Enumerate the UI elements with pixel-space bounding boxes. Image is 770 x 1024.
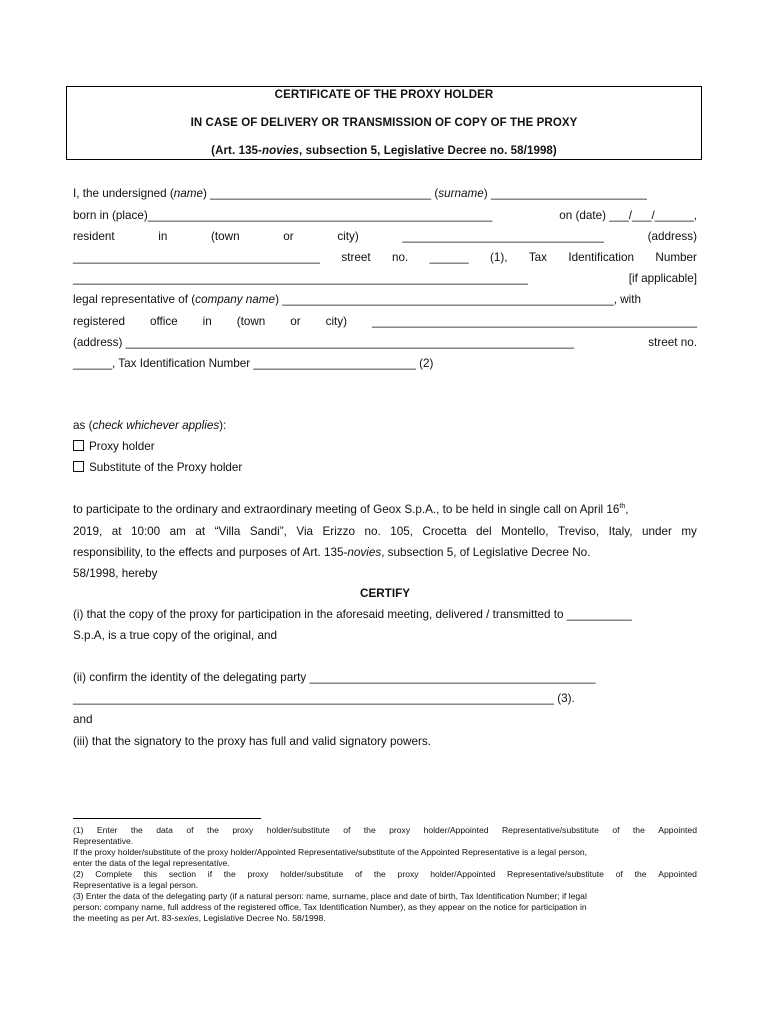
label-surname: surname: [438, 187, 484, 200]
footnote-text: the meeting as per Art. 83-: [73, 913, 175, 923]
word: “Villa: [214, 525, 241, 538]
word: Identification: [568, 251, 635, 264]
word: Number: [655, 251, 697, 264]
field-street-number[interactable]: ______: [429, 251, 469, 264]
word: 2019,: [73, 525, 103, 538]
footnote-3-line: person: company name, full address of the registered office, Tax Identification Number), as they appear on the notice for participation in: [73, 902, 587, 912]
capacity-intro-italic: check whichever applies: [92, 419, 220, 432]
word: am: [169, 525, 186, 538]
word: holder/substitute: [280, 869, 344, 879]
word: my: [681, 525, 697, 538]
word: (town: [211, 230, 240, 243]
label-company-name: company name: [195, 293, 276, 306]
word: Montello,: [501, 525, 549, 538]
footnote-3-line: (3) Enter the data of the delegating party (if a natural person: name, surname, place and date of birth, Tax Identification Number; if legal: [73, 891, 587, 901]
label-if-applicable: [if applicable]: [628, 272, 697, 285]
footnote-2-line: [73, 869, 697, 880]
certification-ii-text-cont[interactable]: __________________________________________________________________________ (3).: [73, 692, 575, 705]
word: the: [363, 825, 376, 835]
word: holder/substitute: [266, 825, 330, 835]
field-residence-city[interactable]: _______________________________: [402, 230, 604, 243]
certification-ii-text[interactable]: (ii) confirm the identity of the delegating party ____________________________________________: [73, 671, 596, 684]
paragraph-text: , subsection 5, of Legislative Decree No.: [381, 546, 591, 559]
word: (town: [236, 315, 266, 328]
form-line-street[interactable]: [73, 251, 697, 265]
word: at: [195, 525, 206, 538]
word: Tax: [528, 251, 548, 264]
form-line-tax-id[interactable]: [73, 272, 697, 286]
word: proxy: [247, 869, 269, 879]
paragraph-text: to participate to the ordinary and extraordinary meeting of Geox S.p.A., to be held in single call on April 16: [73, 503, 620, 516]
label-legal-representative: legal representative of (: [73, 293, 196, 306]
word: 105,: [390, 525, 413, 538]
label-undersigned: I, the undersigned (: [73, 187, 174, 200]
document-title: CERTIFICATE OF THE PROXY HOLDER: [274, 89, 494, 101]
paragraph-italic: novies: [347, 546, 382, 559]
word: Erizzo: [322, 525, 355, 538]
legal-reference-prefix: (Art. 135-: [211, 145, 262, 157]
and-text: and: [73, 713, 93, 726]
option-proxy-holder[interactable]: [73, 440, 697, 454]
checkbox-proxy-holder[interactable]: [73, 440, 84, 451]
word: the: [130, 825, 143, 835]
word: Crocetta: [422, 525, 467, 538]
footnote-3-line: [73, 913, 697, 924]
word: or: [290, 315, 301, 328]
word: of: [615, 869, 623, 879]
option-proxy-holder-label: Proxy holder: [89, 440, 155, 453]
certification-i-text[interactable]: (i) that the copy of the proxy for participation in the aforesaid meeting, delivered / transmitted to __________: [73, 608, 632, 621]
word: Italy,: [608, 525, 633, 538]
form-line-legal-rep[interactable]: [73, 293, 697, 307]
superscript: th: [619, 503, 626, 511]
word: proxy: [232, 825, 254, 835]
field-name-blank[interactable]: ) __________________________________ (: [202, 187, 439, 200]
word: of: [343, 825, 351, 835]
capacity-intro: [73, 419, 697, 433]
certify-heading: CERTIFY: [360, 587, 410, 600]
option-substitute-label: Substitute of the Proxy holder: [89, 461, 243, 474]
word: registered: [73, 315, 125, 328]
certification-i-text-cont: S.p.A, is a true copy of the original, and: [73, 629, 278, 642]
word: resident: [73, 230, 115, 243]
paragraph-text: responsibility, to the effects and purposes of Art. 135-: [73, 546, 348, 559]
word: Enter: [96, 825, 118, 835]
field-tax-id[interactable]: ______________________________________________________________________: [73, 272, 529, 285]
word: proxy: [397, 869, 419, 879]
word: Representative/substitute: [506, 869, 604, 879]
word: of: [186, 825, 194, 835]
word: office: [149, 315, 178, 328]
field-birth-place[interactable]: born in (place)_____________________________________________________: [73, 209, 493, 222]
word: this: [143, 869, 158, 879]
paragraph-line: [73, 546, 697, 560]
certification-iii: (iii) that the signatory to the proxy has full and valid signatory powers.: [73, 735, 431, 748]
word: in: [202, 315, 212, 328]
word: in: [158, 230, 168, 243]
word: Treviso,: [558, 525, 600, 538]
word: proxy: [389, 825, 411, 835]
paragraph-line: [73, 567, 697, 581]
field-surname-blank[interactable]: ) ________________________: [483, 187, 647, 200]
word: (2): [73, 869, 84, 879]
certification-i[interactable]: [73, 608, 697, 622]
certification-ii[interactable]: [73, 671, 697, 685]
word: under: [641, 525, 672, 538]
word: city): [325, 315, 348, 328]
word: 10:00: [130, 525, 161, 538]
word: if: [207, 869, 213, 879]
word: Via: [296, 525, 314, 538]
field-company-name[interactable]: ) ___________________________________________________, with: [275, 293, 641, 306]
field-residence-address[interactable]: ______________________________________: [73, 251, 321, 264]
certification-i-cont: [73, 629, 697, 643]
field-birth-date[interactable]: on (date) ___/___/______,: [559, 209, 697, 222]
certification-ii-cont[interactable]: [73, 692, 697, 706]
word: the: [223, 869, 236, 879]
footnote-2-line: Representative is a legal person.: [73, 880, 199, 890]
label-street-no: street no.: [648, 336, 697, 349]
word: city): [337, 230, 359, 243]
form-line-registered-office[interactable]: [73, 315, 697, 329]
word: of: [354, 869, 363, 879]
legal-reference-italic: novies: [262, 145, 300, 157]
word: holder/Appointed: [423, 825, 489, 835]
word: no.: [391, 251, 409, 264]
checkbox-substitute-proxy-holder[interactable]: [73, 461, 84, 472]
option-substitute-proxy-holder[interactable]: [73, 461, 697, 475]
paragraph-line: [73, 525, 697, 539]
capacity-intro-a: as (: [73, 419, 93, 432]
word: the: [373, 869, 386, 879]
word: Complete: [95, 869, 133, 879]
word: the: [206, 825, 219, 835]
paragraph-text: 58/1998, hereby: [73, 567, 158, 580]
form-line-residence[interactable]: [73, 230, 697, 244]
footnote-text: , Legislative Decree No. 58/1998.: [198, 913, 326, 923]
word: at: [111, 525, 122, 538]
word: Appointed: [658, 825, 697, 835]
word: the: [632, 825, 645, 835]
label-name: name: [173, 187, 203, 200]
footnote-1-line: Representative.: [73, 836, 134, 846]
footnote-1-line: If the proxy holder/substitute of the proxy holder/Appointed Representative/substitute of the Appointed Representative is a legal person,: [73, 847, 588, 857]
footnote-1-line: [73, 825, 697, 836]
legal-reference: [67, 145, 701, 157]
word: (1),: [489, 251, 508, 264]
capacity-intro-b: ):: [219, 419, 227, 432]
word: Sandi”,: [249, 525, 287, 538]
word: or: [283, 230, 294, 243]
field-office-address[interactable]: (address) _____________________________________________________________________: [73, 336, 575, 349]
word: holder/Appointed: [430, 869, 496, 879]
word: no.: [364, 525, 381, 538]
word: Representative/substitute: [501, 825, 599, 835]
word: street: [341, 251, 371, 264]
form-line-office-address[interactable]: [73, 336, 697, 350]
legal-reference-suffix: , subsection 5, Legislative Decree no. 58/1998): [299, 145, 557, 157]
field-company-tax-id[interactable]: ______, Tax Identification Number _________________________ (2): [73, 357, 434, 370]
word: Appointed: [658, 869, 697, 879]
field-office-city[interactable]: __________________________________________________: [371, 315, 697, 328]
form-line-birth[interactable]: [73, 209, 697, 223]
footnote-italic: sexies: [174, 913, 199, 923]
header-box: [66, 86, 702, 160]
form-line-company-tax-id[interactable]: [73, 357, 697, 371]
word: (1): [73, 825, 84, 835]
form-line-name[interactable]: [73, 187, 697, 201]
word: of: [612, 825, 620, 835]
paragraph-text: ,: [625, 503, 629, 516]
word: the: [634, 869, 647, 879]
word: del: [476, 525, 492, 538]
footnote-divider: [73, 818, 261, 819]
word: section: [168, 869, 197, 879]
document-subtitle: IN CASE OF DELIVERY OR TRANSMISSION OF COPY OF THE PROXY: [190, 117, 578, 129]
word: data: [156, 825, 173, 835]
paragraph-line: [73, 503, 697, 517]
word: (address): [647, 230, 697, 243]
footnote-1-line: enter the data of the legal representative.: [73, 858, 230, 868]
